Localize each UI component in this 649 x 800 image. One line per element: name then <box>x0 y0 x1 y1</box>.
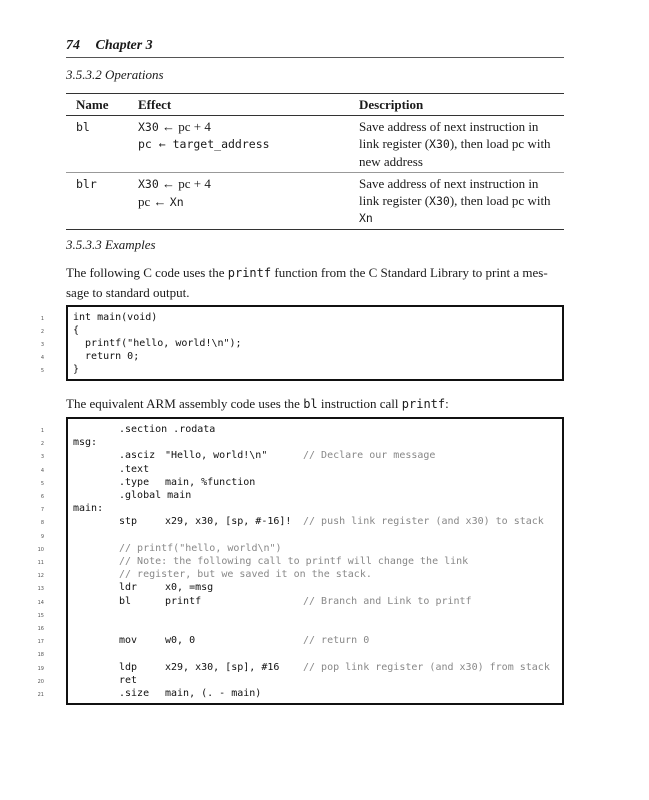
op-description: Save address of next instruction in link register (X30), then load pc with new address <box>349 116 564 173</box>
code-line <box>37 595 558 609</box>
code-line <box>40 325 558 338</box>
code-line <box>37 622 558 635</box>
c-code-listing <box>40 305 564 381</box>
code-label: main: <box>73 503 104 515</box>
code-operands: x29, x30, [sp], #16 <box>165 661 280 673</box>
line-number: 8 <box>40 520 44 527</box>
line-number: 19 <box>37 665 44 672</box>
page-number: 74 <box>66 38 80 53</box>
code-comment: // register, but we saved it on the stack. <box>119 569 372 581</box>
code-text: } <box>73 364 80 375</box>
line-number: 2 <box>40 441 44 448</box>
running-head <box>66 38 153 54</box>
code-line <box>37 609 558 622</box>
table-row <box>66 116 564 173</box>
code-operands: main, (. - main) <box>165 688 262 699</box>
code-line <box>40 437 558 450</box>
code-line <box>37 648 558 661</box>
code-text: return 0; <box>73 351 140 362</box>
asm-code-listing <box>37 417 564 705</box>
line-number: 12 <box>37 573 44 580</box>
code-line <box>40 516 558 529</box>
line-number: 11 <box>37 560 44 566</box>
code-line <box>40 424 558 437</box>
code-instruction: ldp <box>119 661 138 673</box>
line-number: 20 <box>37 678 44 685</box>
code-operands: w0, 0 <box>165 635 196 647</box>
code-line <box>37 661 558 675</box>
line-number: 4 <box>40 467 44 474</box>
code-comment: // push link register (and x30) to stack <box>303 516 544 528</box>
code-comment: // return 0 <box>303 635 370 647</box>
code-operands: "Hello, world!\n" <box>165 450 268 462</box>
line-number: 14 <box>37 599 44 606</box>
line-number: 5 <box>40 368 44 374</box>
line-number: 10 <box>37 546 44 553</box>
code-line <box>40 530 558 543</box>
code-comment: // Branch and Link to printf <box>303 595 472 607</box>
paragraph-asm-intro: The equivalent ARM assembly code uses the bl instruction call printf: <box>66 396 449 411</box>
code-text: printf("hello, world!\n"); <box>73 338 242 349</box>
code-line <box>40 490 558 503</box>
line-number: 1 <box>40 316 44 322</box>
code-label: msg: <box>73 437 98 449</box>
code-line <box>37 569 558 582</box>
code-instruction: .size <box>119 688 150 699</box>
code-operands: main, %function <box>165 476 256 488</box>
table-row <box>66 173 564 230</box>
code-instruction: .text <box>119 463 150 475</box>
line-number: 3 <box>40 454 44 461</box>
code-instruction: .global main <box>119 490 192 501</box>
code-instruction: .section .rodata <box>119 424 216 435</box>
code-instruction: ldr <box>119 582 138 594</box>
op-effect: X30 ← pc + 4 pc ← Xn <box>128 173 349 230</box>
code-line <box>40 338 558 351</box>
code-line <box>40 476 558 490</box>
code-line <box>40 312 558 325</box>
line-number: 13 <box>37 586 44 593</box>
line-number: 16 <box>37 626 44 632</box>
examples-heading: 3.5.3.3 Examples <box>66 237 156 252</box>
header-rule <box>66 57 564 58</box>
code-comment: // printf("hello, world\n") <box>119 542 282 554</box>
code-instruction: mov <box>119 635 138 647</box>
code-line <box>37 556 558 569</box>
op-description: Save address of next instruction in link register (X30), then load pc with Xn <box>349 173 564 230</box>
code-line <box>40 351 558 364</box>
code-line <box>37 688 558 701</box>
line-number: 7 <box>40 507 44 514</box>
col-header-effect: Effect <box>128 94 349 116</box>
paragraph-c-code-intro: The following C code uses the printf function from the C Standard Library to print a mes- sage to standard output. <box>66 265 548 300</box>
code-instruction: .asciz <box>119 450 156 462</box>
col-header-description: Description <box>349 94 564 116</box>
op-effect: X30 ← pc + 4 pc ← target_address <box>128 116 349 173</box>
line-number: 3 <box>40 342 44 348</box>
op-name: bl <box>66 116 128 173</box>
code-line <box>37 582 558 595</box>
code-operands: printf <box>165 595 202 607</box>
code-line <box>40 450 558 463</box>
table-header-row <box>66 94 564 116</box>
line-number: 1 <box>40 428 44 434</box>
line-number: 4 <box>40 355 44 361</box>
code-comment: // Declare our message <box>303 450 436 462</box>
code-instruction: stp <box>119 516 138 528</box>
code-line <box>37 674 558 688</box>
line-number: 17 <box>37 639 44 646</box>
code-operands: x29, x30, [sp, #-16]! <box>165 516 292 528</box>
code-operands: x0, =msg <box>165 582 214 594</box>
col-header-name: Name <box>66 94 128 116</box>
code-line <box>40 503 558 516</box>
line-number: 18 <box>37 652 44 659</box>
operations-table <box>66 93 564 230</box>
line-number: 15 <box>37 612 44 619</box>
line-number: 6 <box>40 494 44 500</box>
code-line <box>37 542 558 556</box>
line-number: 9 <box>40 533 44 540</box>
line-number: 5 <box>40 480 44 487</box>
code-instruction: .type <box>119 476 150 488</box>
chapter-title: Chapter 3 <box>95 38 153 53</box>
code-line <box>37 635 558 648</box>
code-comment: // Note: the following call to printf will change the link <box>119 556 469 567</box>
code-instruction: bl <box>119 595 132 607</box>
line-number: 2 <box>40 329 44 335</box>
line-number: 21 <box>37 692 44 698</box>
code-text: { <box>73 325 80 336</box>
operations-heading: 3.5.3.2 Operations <box>66 67 164 82</box>
code-line <box>40 463 558 477</box>
code-line <box>40 364 558 377</box>
code-text: int main(void) <box>73 312 158 323</box>
op-name: blr <box>66 173 128 230</box>
code-instruction: ret <box>119 674 138 686</box>
code-comment: // pop link register (and x30) from stack <box>303 661 550 673</box>
